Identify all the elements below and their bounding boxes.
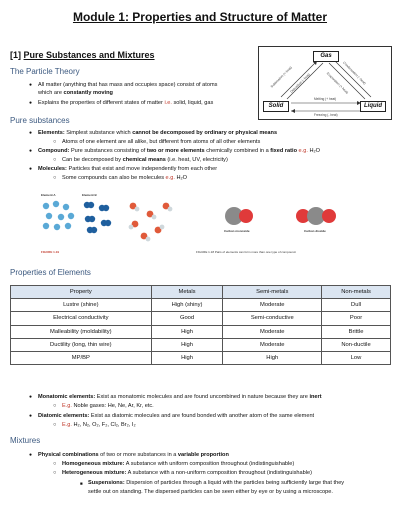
- properties-table: [10, 285, 391, 365]
- table-row: [11, 312, 391, 325]
- table-cell: Ductility (long, thin wire): [11, 338, 152, 351]
- heterogeneous-subbullet: ○ Heterogeneous mixture: A substance with a non-uniform composition throughout (indistinguishable): [62, 470, 312, 477]
- label-freezing: Freezing (- heat): [314, 113, 338, 117]
- table-row: [11, 325, 391, 338]
- phase-liquid-box: Liquid: [360, 101, 386, 112]
- properties-heading: Properties of Elements: [10, 268, 91, 277]
- monatomic-bullet: ● Monatomic elements: Exist as monatomic molecules and are found uncombined in nature because they are inert: [38, 394, 322, 401]
- table-cell: Low: [322, 352, 391, 365]
- table-cell: Malleability (moldability): [11, 325, 152, 338]
- particle-theory-bullet-1-cont: which are constantly moving: [38, 90, 113, 96]
- diatomic-bullet: ● Diatomic elements: Exist as diatomic molecules and are found bonded with another atom of the same element: [38, 413, 314, 420]
- table-cell: Dull: [322, 299, 391, 312]
- particle-theory-heading: The Particle Theory: [10, 67, 80, 76]
- figure-1-caption: FIGURE 1.19: [41, 250, 60, 254]
- header-non-metals: Non-metals: [322, 286, 391, 299]
- suspensions-item-cont: settle out on standing. The dispersed particles can be seen either by eye or by using a microscope.: [88, 489, 333, 495]
- label-sublimation: Sublimation (+ heat): [269, 65, 293, 89]
- header-property: Property: [11, 286, 152, 299]
- particle-theory-bullet-2: ● Explains the properties of different states of matter i.e. solid, liquid, gas: [38, 100, 213, 107]
- table-cell: Poor: [322, 312, 391, 325]
- compound-subbullet: ○ Can be decomposed by chemical means (i.e. heat, UV, electricity): [62, 157, 228, 164]
- label-evaporation: Evaporation (+ heat): [325, 71, 350, 95]
- carbon-monoxide-label: Carbon monoxide: [224, 229, 250, 233]
- pure-substances-heading: Pure substances: [10, 116, 70, 125]
- carbon-oxides-figure: [196, 200, 392, 258]
- table-cell: Semi-conductive: [223, 312, 322, 325]
- compound-bullet: ● Compound: Pure substances consisting of two or more elements chemically combined in a fixed ratio e.g. H₂O: [38, 148, 320, 155]
- table-row: [11, 352, 391, 365]
- label-condensation: Condensation (- heat): [342, 60, 367, 86]
- section-number: [1]: [10, 50, 21, 60]
- section-heading: [10, 50, 155, 60]
- header-semi-metals: Semi-metals: [223, 286, 322, 299]
- table-cell: Moderate: [223, 338, 322, 351]
- elements-figure: [38, 192, 188, 256]
- phase-solid-box: Solid: [263, 101, 289, 112]
- table-cell: High: [151, 352, 223, 365]
- carbon-dioxide-label: Carbon dioxide: [304, 229, 326, 233]
- table-cell: Moderate: [223, 299, 322, 312]
- homogeneous-subbullet: ○ Homogeneous mixture: A substance with uniform composition throughout (indistinguishable): [62, 461, 294, 468]
- page-title: Module 1: Properties and Structure of Matter: [72, 10, 328, 24]
- table-cell: Non-ductile: [322, 338, 391, 351]
- table-cell: High (shiny): [151, 299, 223, 312]
- element-b-label: Element B: [82, 193, 97, 197]
- label-melting: Melting (+ heat): [314, 97, 337, 101]
- molecules-bullet: ● Molecules: Particles that exist and move independently from each other: [38, 166, 217, 173]
- phase-gas-box: Gas: [313, 51, 339, 62]
- element-a-label: Element A: [41, 193, 56, 197]
- table-cell: Moderate: [223, 325, 322, 338]
- molecules-subbullet: ○ Some compounds can also be molecules e.g. H₂O: [62, 175, 187, 182]
- table-cell: Good: [151, 312, 223, 325]
- label-deposition: Deposition (- heat): [289, 72, 311, 94]
- section-title: Pure Substances and Mixtures: [23, 50, 155, 60]
- table-cell: High: [223, 352, 322, 365]
- table-cell: MP/BP: [11, 352, 152, 365]
- particle-illustration: [38, 192, 188, 256]
- table-cell: High: [151, 338, 223, 351]
- suspensions-item: ■ Suspensions: Dispersion of particles through a liquid with the particles being sufficiently large that they: [88, 480, 344, 487]
- table-cell: High: [151, 325, 223, 338]
- mixtures-heading: Mixtures: [10, 436, 41, 445]
- diatomic-example: ○ E.g. H₂, N₂, O₂, F₂, Cl₂, Br₂, I₂: [62, 422, 136, 429]
- table-cell: Lustre (shine): [11, 299, 152, 312]
- elements-subbullet: ○ Atoms of one element are all alike, but different from atoms of all other elements: [62, 139, 260, 146]
- figure-2-caption: FIGURE 1.18 Pairs of elements can form more than one type of compound.: [196, 250, 297, 254]
- table-row: [11, 299, 391, 312]
- monatomic-example: ○ E.g. Noble gases: He, Ne, Ar, Kr, etc.: [62, 403, 154, 410]
- phase-change-diagram: [258, 46, 392, 120]
- particle-theory-bullet-1: ● All matter (anything that has mass and occupies space) consist of atoms: [38, 82, 217, 89]
- header-metals: Metals: [151, 286, 223, 299]
- elements-bullet: ● Elements: Simplest substance which cannot be decomposed by ordinary or physical means: [38, 130, 277, 137]
- mixtures-bullet: ● Physical combinations of two or more substances in a variable proportion: [38, 452, 229, 459]
- table-header-row: [11, 286, 391, 299]
- table-cell: Brittle: [322, 325, 391, 338]
- table-cell: Electrical conductivity: [11, 312, 152, 325]
- table-row: [11, 338, 391, 351]
